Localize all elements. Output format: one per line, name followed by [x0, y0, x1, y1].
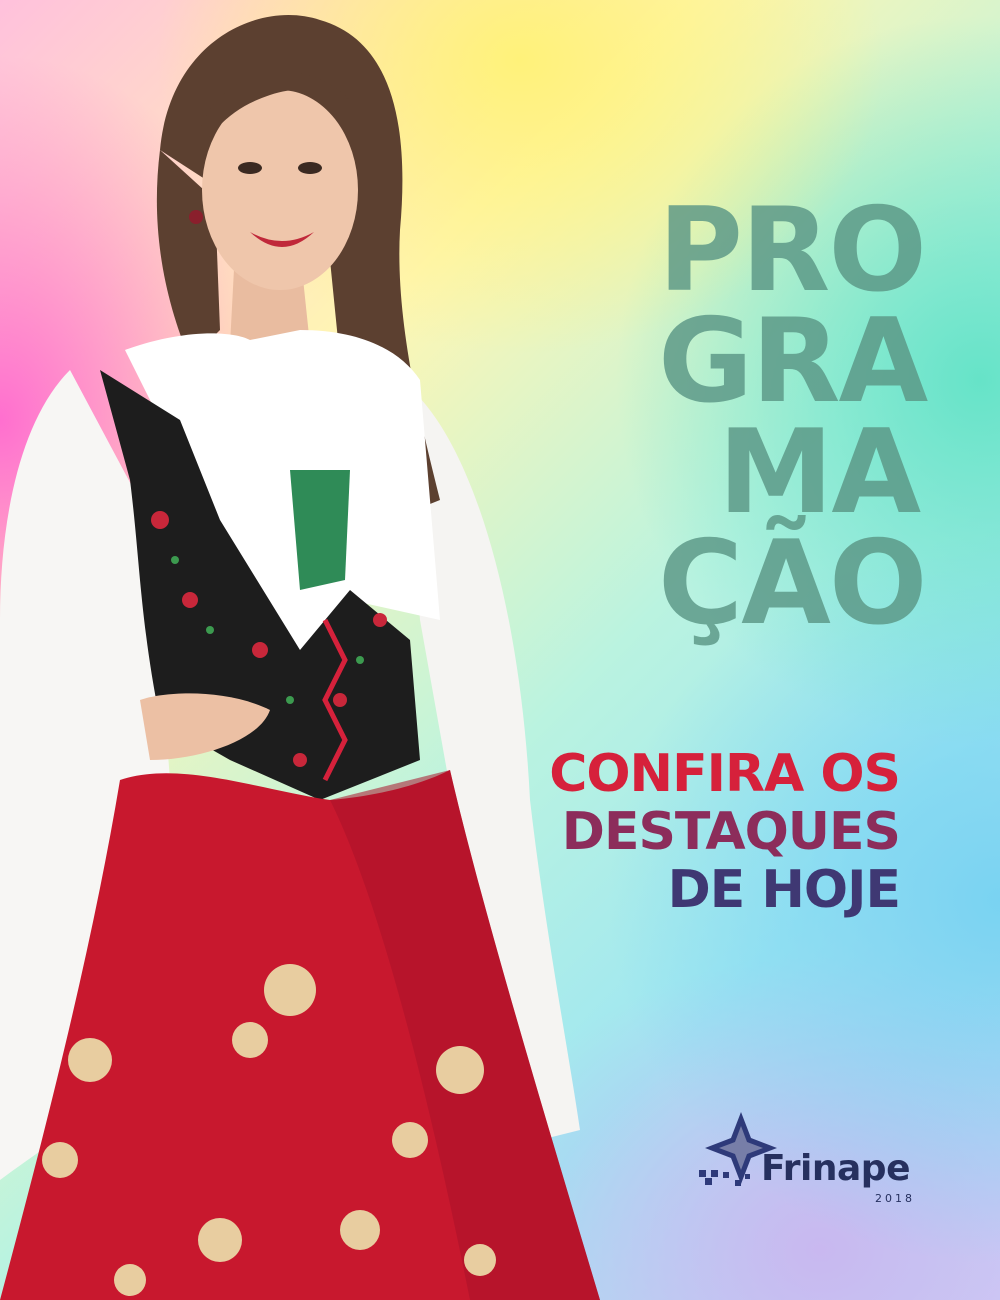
subheadline: [549, 745, 900, 919]
subheadline-line-2: DESTAQUES: [561, 802, 900, 862]
headline-line-4: ÇÃO: [658, 516, 926, 651]
left-eye: [238, 162, 262, 174]
headline-line-3: MA: [718, 405, 920, 540]
right-eye: [298, 162, 322, 174]
earring: [189, 210, 203, 224]
headline-line-2: GRA: [658, 294, 927, 429]
subheadline-line-1: CONFIRA OS: [549, 744, 900, 804]
face: [202, 90, 358, 290]
subheadline-line-3: DE HOJE: [667, 860, 900, 920]
brand-year: 2018: [875, 1192, 915, 1205]
frinape-logo: [697, 1112, 927, 1222]
green-insert: [290, 470, 350, 590]
headline-line-1: PRO: [658, 183, 925, 318]
brand-name: Frinape: [761, 1148, 910, 1189]
headline-programacao: [620, 183, 950, 651]
